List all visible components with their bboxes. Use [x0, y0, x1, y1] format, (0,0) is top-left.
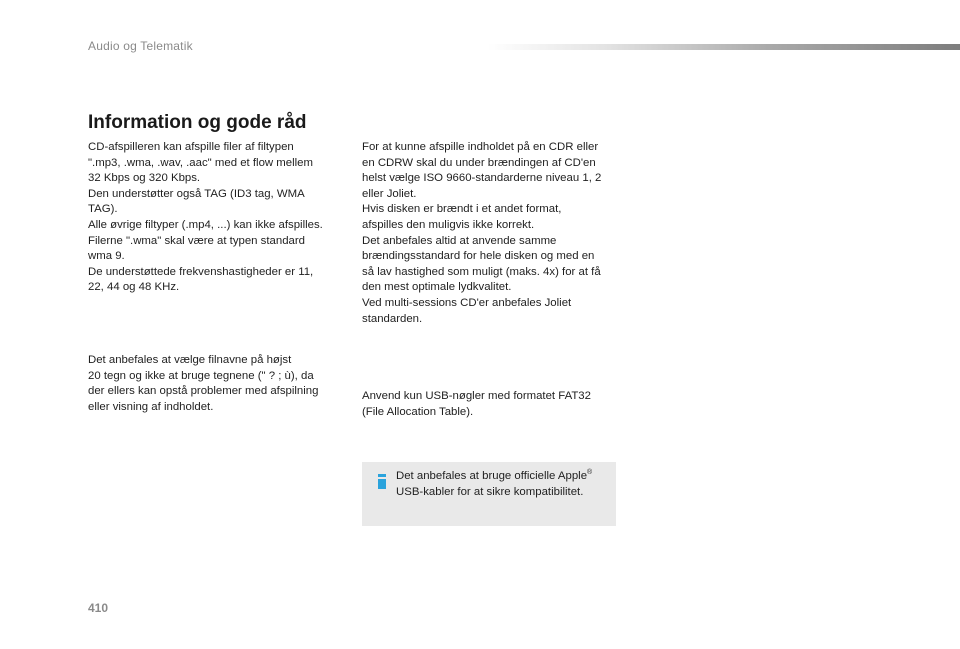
info-text-line2: USB-kabler for at sikre kompatibilitet. [396, 486, 584, 498]
info-icon [378, 474, 386, 489]
left-column-paragraph-filenames: Det anbefales at vælge filnavne på højst 20 tegn og ikke at bruge tegnene (" ? ; ù), da der ellers kan opstå problemer med afspilning eller visning af indholdet. [88, 354, 319, 413]
right-column-paragraph-cdr: For at kunne afspille indholdet på en CDR eller en CDRW skal du under brændingen af CD'en helst vælge ISO 9660-standarderne niveau 1, 2 eller Joliet. Hvis disken er brændt i et andet format, afspilles den muligvis ikke korrekt. Det anbefales altid at anvende samme brændingsstandard for hele disken og med en så lav hastighed som muligt (maks. 4x) for at få den mest optimale lydkvalitet. Ved multi-sessions CD'er anbefales Joliet standarden. [362, 141, 602, 325]
info-text-line1: Det anbefales at bruge officielle Apple [396, 470, 588, 482]
header-gradient-bar [488, 44, 960, 50]
info-box [362, 462, 616, 526]
info-text [396, 468, 610, 500]
left-column-paragraph-formats: CD-afspilleren kan afspille filer af filtypen ".mp3, .wma, .wav, .aac" med et flow mellem 32 Kbps og 320 Kbps. Den understøtter også TAG (ID3 tag, WMA TAG). Alle øvrige filtyper (.mp4, ...) kan ikke afspilles. Filerne ".wma" skal være at typen standard wma 9. De understøttede frekvenshastigheder er 11, 22, 44 og 48 KHz. [88, 141, 323, 294]
page-title: Information og gode råd [88, 112, 307, 133]
registered-mark: ® [587, 469, 593, 477]
page-number: 410 [88, 601, 109, 615]
right-column-paragraph-usb: Anvend kun USB-nøgler med formatet FAT32 (File Allocation Table). [362, 390, 591, 418]
section-header: Audio og Telematik [88, 39, 193, 53]
